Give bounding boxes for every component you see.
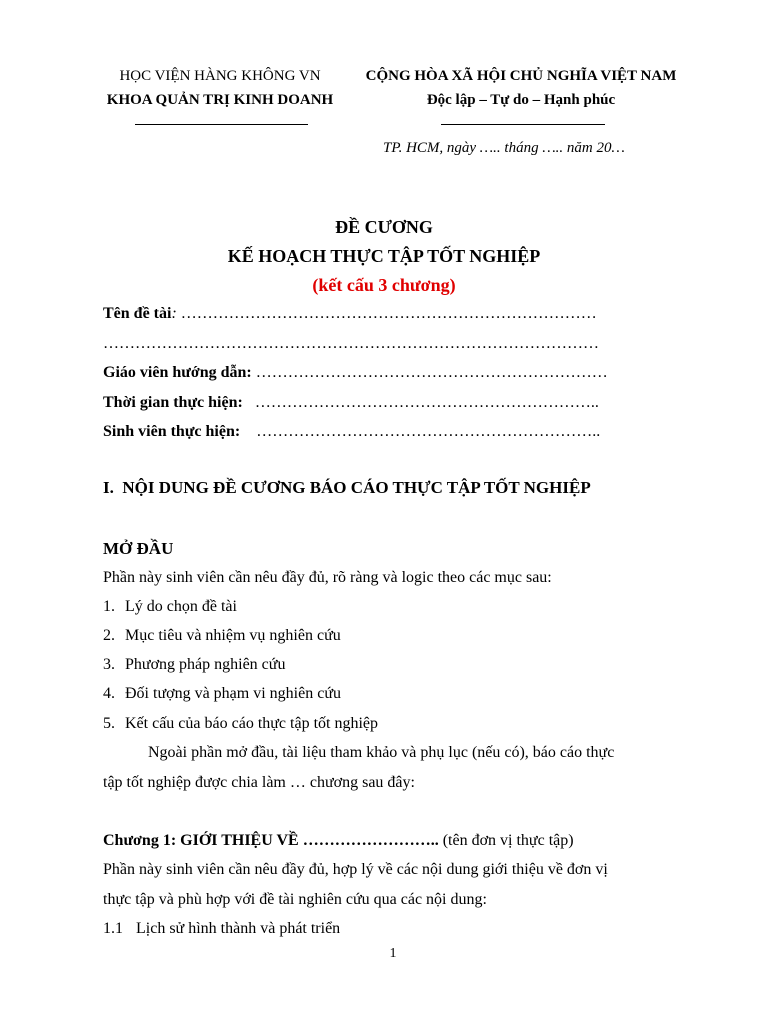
national-motto: Độc lập – Tự do – Hạnh phúc xyxy=(426,92,616,108)
faculty-name: KHOA QUẢN TRỊ KINH DOANH xyxy=(106,92,334,108)
topic-label: Tên đề tài xyxy=(103,305,172,322)
chapter1-heading xyxy=(103,832,574,850)
section-title: NỘI DUNG ĐỀ CƯƠNG BÁO CÁO THỰC TẬP TỐT NGHIỆP xyxy=(122,478,591,497)
advisor-label: Giáo viên hướng dẫn: xyxy=(103,364,252,381)
advisor-field xyxy=(103,364,608,382)
list-number: 1. xyxy=(103,598,115,615)
list-number: 3. xyxy=(103,656,115,673)
chapter1-paragraph-line1: Phần này sinh viên cần nêu đầy đủ, hợp lý về các nội dung giới thiệu về đơn vị xyxy=(103,861,608,878)
intro-paragraph-line1: Ngoài phần mở đầu, tài liệu tham khảo và phụ lục (nếu có), báo cáo thực xyxy=(148,744,615,761)
student-dots: ……………………………………………………….. xyxy=(256,423,601,440)
list-item xyxy=(103,627,341,645)
student-label: Sinh viên thực hiện: xyxy=(103,423,241,440)
subsection-item xyxy=(103,920,341,938)
list-number: 2. xyxy=(103,627,115,644)
intro-heading: MỞ ĐẦU xyxy=(103,539,174,558)
list-number: 4. xyxy=(103,685,115,702)
subsection-number: 1.1 xyxy=(103,920,123,937)
list-item xyxy=(103,685,341,703)
time-label: Thời gian thực hiện: xyxy=(103,394,243,411)
document-subtitle: KẾ HOẠCH THỰC TẬP TỐT NGHIỆP xyxy=(227,246,541,266)
advisor-dots: ………………………………………………………… xyxy=(255,364,608,381)
document-title: ĐỀ CƯƠNG xyxy=(335,217,433,237)
topic-dots: …………………………………………………………………… xyxy=(176,305,597,322)
subsection-text: Lịch sử hình thành và phát triển xyxy=(136,920,341,937)
list-item xyxy=(103,715,379,733)
topic-colon: : xyxy=(171,305,177,322)
right-header-rule xyxy=(441,124,605,125)
page-number: 1 xyxy=(389,946,397,961)
list-number: 5. xyxy=(103,715,115,732)
chapter1-paragraph-line2: thực tập và phù hợp với đề tài nghiên cứu qua các nội dung: xyxy=(103,891,487,908)
time-dots: ……………………………………………………….. xyxy=(254,394,599,411)
chapter1-note: (tên đơn vị thực tập) xyxy=(438,832,574,849)
list-item xyxy=(103,656,286,674)
topic-dots-line2: ………………………………………………………………………………… xyxy=(103,335,599,352)
structure-note: (kết cấu 3 chương) xyxy=(312,275,456,295)
section-heading xyxy=(103,478,591,498)
left-header-rule xyxy=(135,124,308,125)
date-line: TP. HCM, ngày ….. tháng ….. năm 20… xyxy=(383,140,625,156)
student-field xyxy=(103,423,600,441)
list-text: Đối tượng và phạm vi nghiên cứu xyxy=(125,685,341,702)
list-text: Mục tiêu và nhiệm vụ nghiên cứu xyxy=(125,627,341,644)
time-field xyxy=(103,394,599,412)
section-number: I. xyxy=(103,478,114,497)
national-title: CỘNG HÒA XÃ HỘI CHỦ NGHĨA VIỆT NAM xyxy=(365,68,677,84)
chapter1-title: Chương 1: GIỚI THIỆU VỀ …………………….. xyxy=(103,832,439,849)
list-item xyxy=(103,598,237,616)
institute-name: HỌC VIỆN HÀNG KHÔNG VN xyxy=(119,68,321,84)
list-text: Phương pháp nghiên cứu xyxy=(125,656,286,673)
intro-lead: Phần này sinh viên cần nêu đầy đủ, rõ ràng và logic theo các mục sau: xyxy=(103,569,552,586)
intro-paragraph-line2: tập tốt nghiệp được chia làm … chương sau đây: xyxy=(103,774,415,791)
list-text: Kết cấu của báo cáo thực tập tốt nghiệp xyxy=(125,715,379,732)
topic-field xyxy=(103,305,597,323)
list-text: Lý do chọn đề tài xyxy=(125,598,237,615)
